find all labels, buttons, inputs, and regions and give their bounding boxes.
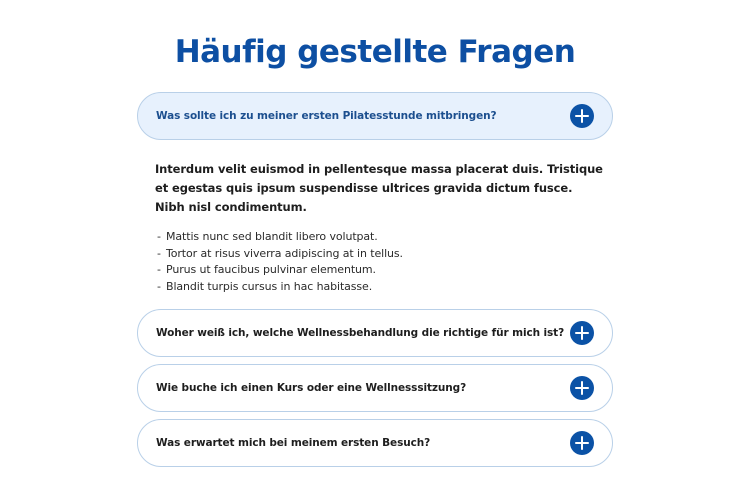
faq-item-2-header[interactable]: [137, 309, 613, 357]
list-item: [155, 229, 605, 246]
list-item: [155, 246, 605, 263]
faq-question: Was sollte ich zu meiner ersten Pilatesstunde mitbringen?: [156, 110, 497, 122]
list-item: [155, 262, 605, 279]
faq-question: Was erwartet mich bei meinem ersten Besuch?: [156, 437, 431, 449]
bullet-dash: -: [157, 263, 161, 276]
plus-circle-icon[interactable]: [570, 104, 594, 128]
faq-item-1-answer: [155, 160, 605, 295]
plus-circle-icon[interactable]: [570, 321, 594, 345]
list-item-text: Mattis nunc sed blandit libero volutpat.: [166, 230, 378, 243]
bullet-dash: -: [157, 246, 161, 260]
answer-lead: Interdum velit euismod in pellentesque massa placerat duis. Tristique et egestas quis ipsum suspendisse ultrices gravida dictum fusce. Nibh nisl condimentum.: [155, 162, 603, 214]
faq-question: Woher weiß ich, welche Wellnessbehandlung die richtige für mich ist?: [156, 327, 565, 339]
page-title: Häufig gestellte Fragen: [174, 34, 576, 70]
bullet-dash: -: [157, 279, 161, 293]
list-item-text: Blandit turpis cursus in hac habitasse.: [166, 279, 373, 293]
answer-bullet-list: [155, 229, 605, 295]
list-item: [155, 279, 605, 296]
faq-item-1-header[interactable]: [137, 92, 613, 140]
list-item-text: Tortor at risus viverra adipiscing at in tellus.: [166, 246, 403, 260]
faq-item-3-header[interactable]: [137, 364, 613, 412]
plus-circle-icon[interactable]: [570, 376, 594, 400]
bullet-dash: -: [157, 230, 161, 243]
list-item-text: Purus ut faucibus pulvinar elementum.: [166, 263, 376, 276]
plus-circle-icon[interactable]: [570, 431, 594, 455]
faq-item-4-header[interactable]: [137, 419, 613, 467]
faq-question: Wie buche ich einen Kurs oder eine Wellnesssitzung?: [156, 382, 467, 394]
